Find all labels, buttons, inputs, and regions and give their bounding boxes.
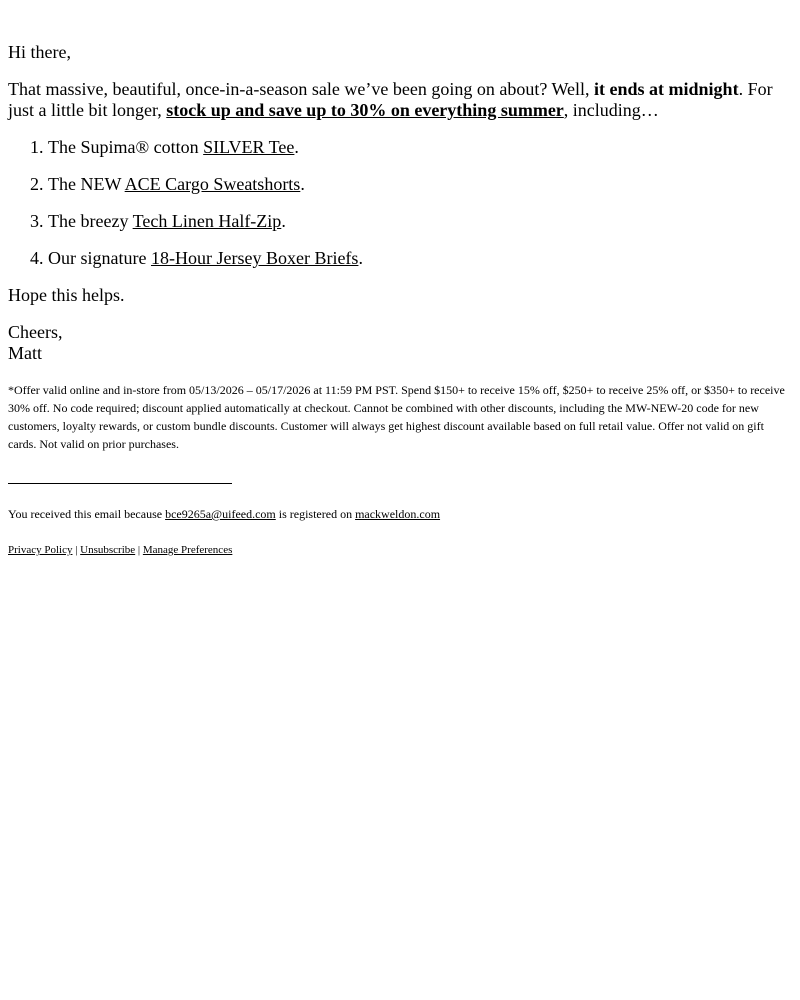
intro-text-1: That massive, beautiful, once-in-a-season sale we’ve been going on about? Well,: [8, 79, 595, 99]
sender-name: Matt: [8, 343, 42, 363]
manage-preferences-link[interactable]: Manage Preferences: [142, 544, 233, 556]
privacy-policy-link[interactable]: Privacy Policy: [8, 544, 73, 556]
offer-fine-print: *Offer valid online and in-store from 05/13/2026 – 05/17/2026 at 11:59 PM PST. Spend $150+ to receive 15% off, $250+ to receive 25% off, or $350+ to receive 30% off. No code required; discount applied automatically at checkout. Cannot be combined with other discounts, including the MW-NEW-20 code for new customers, loyalty rewards, or custom bundle discounts. Customer will always get highest discount available based on full retail value. Offer not valid on gift cards. Not valid on prior purchases.: [8, 383, 785, 451]
ace-cargo-sweatshorts-link[interactable]: ACE Cargo Sweatshorts: [124, 174, 301, 194]
intro-text-2: . For just a little bit longer,: [8, 79, 773, 120]
product-suffix: .: [358, 248, 363, 268]
tech-linen-half-zip-link[interactable]: Tech Linen Half-Zip: [132, 211, 282, 231]
signoff-cheers: Cheers,: [8, 322, 63, 342]
product-prefix: Our signature: [48, 248, 151, 268]
boxer-briefs-link[interactable]: 18-Hour Jersey Boxer Briefs: [150, 248, 359, 268]
product-list: [8, 137, 792, 269]
recipient-email-link[interactable]: bce9265a@uifeed.com: [165, 507, 276, 521]
closing-line: Hope this helps.: [8, 285, 125, 305]
site-link[interactable]: mackweldon.com: [355, 507, 441, 521]
product-suffix: .: [300, 174, 305, 194]
footer-links: [8, 541, 792, 559]
product-item-tech-linen: [48, 211, 792, 232]
link-separator: |: [135, 544, 143, 556]
signoff: [8, 322, 792, 364]
product-prefix: The Supima® cotton: [48, 137, 204, 157]
received-prefix: You received this email because: [8, 507, 166, 521]
greeting: Hi there,: [8, 42, 71, 62]
product-suffix: .: [281, 211, 286, 231]
registered-on-text: is registered on: [275, 507, 356, 521]
intro-paragraph: [8, 79, 792, 121]
product-item-silver-tee: [48, 137, 792, 158]
link-separator: |: [72, 544, 81, 556]
unsubscribe-link[interactable]: Unsubscribe: [80, 544, 136, 556]
product-prefix: The breezy: [48, 211, 133, 231]
product-suffix: .: [294, 137, 299, 157]
silver-tee-link[interactable]: SILVER Tee: [203, 137, 295, 157]
footer-received-notice: [8, 505, 792, 523]
footer-divider: [8, 483, 232, 484]
product-item-boxer-briefs: [48, 248, 792, 269]
intro-text-3: , including…: [563, 100, 659, 120]
product-item-ace-cargo: [48, 174, 792, 195]
product-prefix: The NEW: [48, 174, 125, 194]
deadline-emphasis: it ends at midnight: [594, 79, 739, 99]
sale-cta-link[interactable]: stock up and save up to 30% on everything summer: [166, 100, 564, 120]
